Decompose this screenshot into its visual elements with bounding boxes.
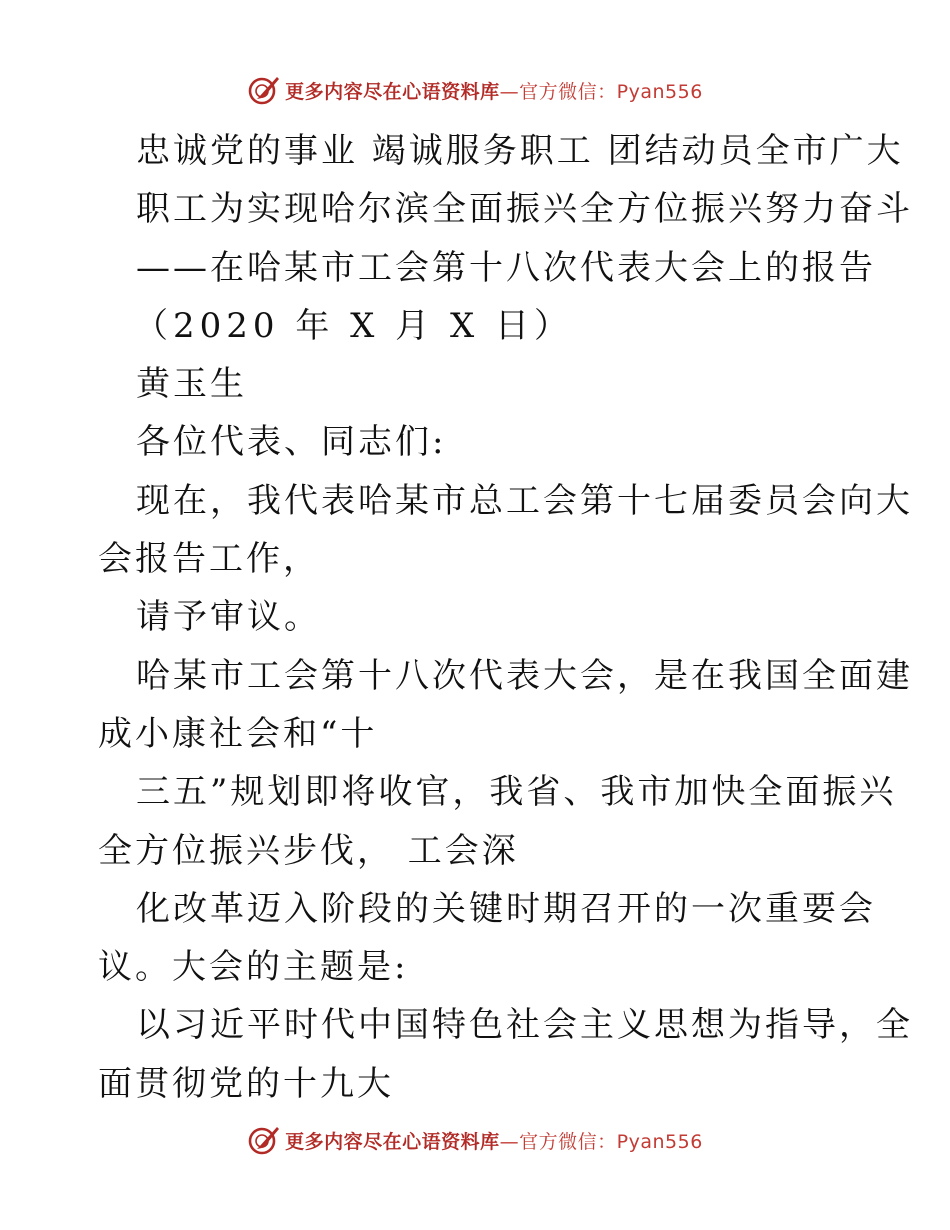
title-line-1: 忠诚党的事业 竭诚服务职工 团结动员全市广大	[136, 131, 904, 171]
author-line: 黄玉生	[136, 364, 247, 405]
subtitle-line: ——在哈某市工会第十八次代表大会上的报告	[136, 247, 876, 288]
footer-text-cn: 更多内容尽在心语资料库	[285, 1130, 500, 1153]
footer-banner	[0, 1120, 950, 1160]
paragraph-line: 成小康社会和“十	[98, 713, 378, 754]
footer-text-wechat: —官方微信：Pyan556	[499, 1130, 703, 1153]
footer-text	[285, 1127, 703, 1154]
salutation-line: 各位代表、同志们:	[136, 422, 447, 463]
quill-seal-icon	[247, 73, 281, 107]
paragraph-line: 现在，我代表哈某市总工会第十七届委员会向大	[136, 480, 913, 521]
paragraph-line: 三五”规划即将收官，我省、我市加快全面振兴	[136, 772, 897, 813]
header-text-cn: 更多内容尽在心语资料库	[285, 80, 500, 103]
paragraph-line: 面贯彻党的十九大	[98, 1063, 394, 1104]
header-text-wechat: —官方微信：Pyan556	[499, 80, 703, 103]
paragraph-line: 化改革迈入阶段的关键时期召开的一次重要会	[136, 888, 876, 929]
paragraph-line: 以习近平时代中国特色社会主义思想为指导，全	[136, 1005, 913, 1046]
paragraph-line: 全方位振兴步伐， 工会深	[98, 830, 519, 871]
header-text	[285, 77, 703, 104]
paragraph-line: 会报告工作，	[98, 539, 320, 580]
date-line: （2020 年 X 月 X 日）	[134, 305, 573, 346]
paragraph-line: 请予审议。	[136, 597, 321, 638]
paragraph-line: 议。大会的主题是:	[98, 947, 409, 988]
paragraph-line: 哈某市工会第十八次代表大会，是在我国全面建	[136, 655, 913, 696]
header-banner	[0, 70, 950, 110]
title-line-2: 职工为实现哈尔滨全面振兴全方位振兴努力奋斗	[136, 189, 913, 230]
quill-seal-icon	[247, 1123, 281, 1157]
document-body	[98, 122, 913, 1113]
